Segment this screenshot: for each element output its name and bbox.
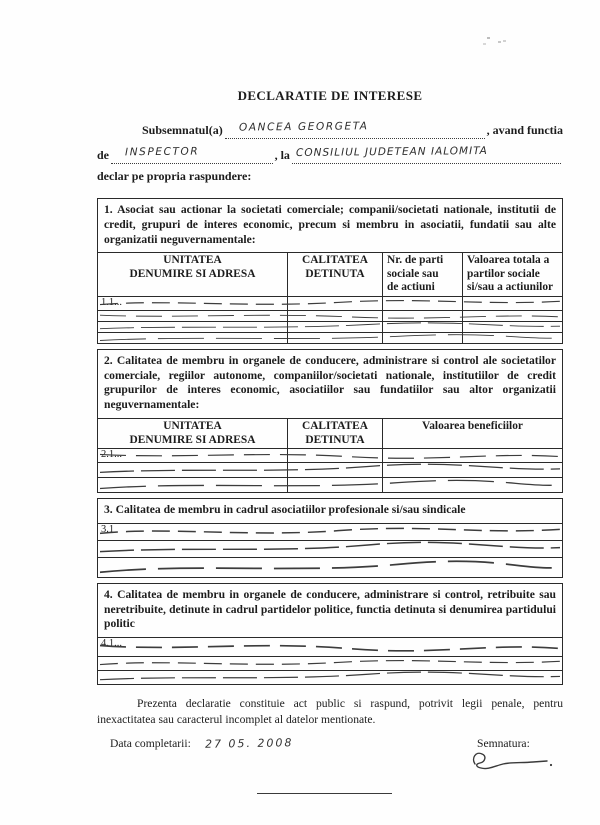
table-row xyxy=(98,477,562,492)
row-label: 2.1... xyxy=(101,449,122,461)
handwritten-strike-mark xyxy=(98,524,562,540)
institution-field xyxy=(292,141,561,164)
closing-statement: Prezenta declaratie constituie act public si raspund, potrivit legii penale, pentru inexactitatea sau caracterul incomplet al datelor mentionate. xyxy=(97,697,563,727)
section-2-heading: 2. Calitatea de membru in organele de conducere, administrare si control ale societatilor comerciale, regiilor autonome, companiilor/societati nationale, institutiilor de credit grupurilor de interes economic, asociatiilor sau fundatiilor sau altor organizatii neguvernamentale: xyxy=(104,353,556,412)
table-row xyxy=(98,321,562,332)
date-block xyxy=(110,737,293,750)
col-header-calitatea: CALITATEA DETINUTA xyxy=(287,419,382,448)
handwritten-strike-mark xyxy=(98,638,562,656)
section-2-table-header xyxy=(98,418,562,448)
table-row xyxy=(98,523,562,540)
handwritten-institution: CONSILIUL JUDETEAN IALOMITA xyxy=(295,144,488,159)
handwritten-strike-mark xyxy=(98,671,562,684)
de-label: de xyxy=(97,148,109,162)
section-4-heading: 4. Calitatea de membru in organele de conducere, administrare si control, retribuite sau neretribuite, detinute in cadrul partidelor politice, functia detinuta si denumirea partidului politic xyxy=(104,587,556,631)
section-4-box xyxy=(97,583,563,685)
row-label: 3.1 xyxy=(101,523,115,535)
row-label: 1.1... xyxy=(101,296,122,308)
table-row xyxy=(98,332,562,343)
table-row xyxy=(98,557,562,577)
col-header-valoarea: Valoarea totala a partilor sociale si/sau a actiunilor xyxy=(462,253,562,296)
col-header-unitatea: UNITATEA DENUMIRE SI ADRESA xyxy=(129,420,256,446)
handwritten-name: OANCEA GEORGETA xyxy=(238,120,369,134)
signature-label: Semnatura: xyxy=(477,737,530,751)
scan-artifact xyxy=(487,37,490,39)
name-field xyxy=(225,116,485,139)
subsemnatul-label: Subsemnatul(a) xyxy=(142,123,223,137)
handwritten-date: 27 05. 2008 xyxy=(204,736,294,752)
section-3-heading: 3. Calitatea de membru in cadrul asociatiilor profesionale si/sau sindicale xyxy=(104,503,466,517)
functia-suffix: , avand functia xyxy=(486,123,563,137)
table-row xyxy=(98,462,562,477)
intro-paragraph xyxy=(97,116,563,187)
signature-block xyxy=(477,737,563,779)
table-row xyxy=(98,637,562,656)
col-header-valoarea-beneficiilor: Valoarea beneficiilor xyxy=(382,419,562,448)
table-row xyxy=(98,310,562,321)
date-label: Data completarii: xyxy=(110,737,191,751)
table-row xyxy=(98,296,562,310)
end-separator-line xyxy=(257,793,392,794)
table-row xyxy=(98,540,562,557)
declar-line: declar pe propria raspundere: xyxy=(97,169,252,183)
handwritten-strike-mark xyxy=(98,541,562,557)
la-label: , la xyxy=(274,148,290,162)
section-3-box xyxy=(97,498,563,578)
col-header-unitatea: UNITATEA DENUMIRE SI ADRESA xyxy=(129,254,256,280)
handwritten-strike-mark xyxy=(98,558,562,577)
handwritten-strike-mark xyxy=(98,657,562,670)
row-label: 4.1... xyxy=(101,638,122,650)
table-row xyxy=(98,656,562,670)
section-1-heading: 1. Asociat sau actionar la societati comerciale; companii/societati nationale, institutii de credit, grupuri de interes economic, precum si membru in asociatii, fundatii sau alte organizatii neguvernamentale: xyxy=(104,203,556,246)
handwritten-function: INSPECTOR xyxy=(124,145,200,159)
table-row xyxy=(98,670,562,684)
function-field xyxy=(111,141,273,164)
page-title: DECLARATIE DE INTERESE xyxy=(237,88,423,103)
col-header-calitatea: CALITATEA DETINUTA xyxy=(287,253,382,296)
section-1-table-header xyxy=(98,252,562,296)
col-header-nr-parti: Nr. de parti sociale sau de actiuni xyxy=(382,253,462,296)
table-row xyxy=(98,448,562,462)
section-2-box xyxy=(97,349,563,493)
footer-row xyxy=(97,737,563,779)
section-1-box xyxy=(97,198,563,344)
signature-mark xyxy=(465,748,555,774)
